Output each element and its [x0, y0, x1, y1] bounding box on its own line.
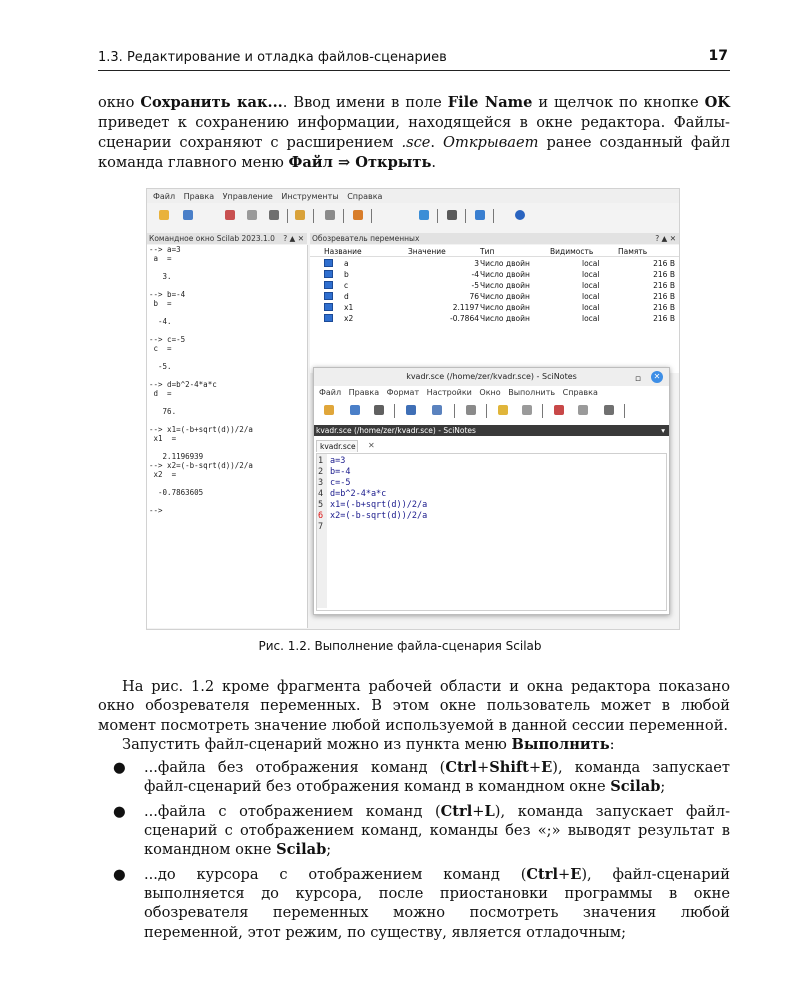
bullet-icon: ●	[113, 759, 126, 777]
var-memory: 216 B	[653, 281, 675, 290]
sn-menu-edit[interactable]: Правка	[348, 388, 380, 397]
open-file-icon[interactable]	[183, 210, 193, 220]
var-header-value[interactable]: Значение	[408, 247, 446, 256]
item-text: ...до курсора с отображением команд (	[144, 865, 527, 883]
var-name: c	[344, 281, 349, 290]
new-file-icon[interactable]	[324, 405, 334, 415]
scinotes-menubar	[314, 388, 669, 400]
toolbar-separator	[454, 404, 455, 418]
item-text: ;	[326, 841, 332, 859]
var-visibility: local	[582, 292, 600, 301]
var-memory: 216 B	[653, 303, 675, 312]
save-icon[interactable]	[406, 405, 416, 415]
change-directory-icon[interactable]	[295, 210, 305, 220]
matrix-icon	[324, 303, 333, 311]
shortcut-key: Shift	[489, 759, 529, 777]
var-value: -0.7864	[450, 314, 479, 323]
item-text: ), файл-сценарий выполняется до курсора, после приостановки программы в окне обозревателя переменных можно посмотреть значения любой переменной, этот режим, по существу, является отладочным;	[144, 865, 730, 941]
line-number: 3	[318, 478, 324, 488]
scinotes-path-bar	[314, 425, 669, 436]
console-line: -->	[149, 506, 163, 515]
line-number: 2	[318, 467, 324, 477]
var-row[interactable]	[310, 314, 679, 323]
bullet-icon: ●	[113, 865, 126, 883]
console-line: x2 =	[149, 470, 177, 479]
line-number: 5	[318, 500, 324, 510]
menu-control[interactable]: Управление	[222, 192, 273, 201]
var-header-visibility[interactable]: Видимость	[550, 247, 594, 256]
console-line: --> d=b^2-4*a*c	[149, 380, 217, 389]
xcos-icon[interactable]	[419, 210, 429, 220]
console-line	[147, 371, 307, 380]
console-line: 76.	[149, 407, 177, 416]
intro-text: .	[431, 154, 437, 171]
console-line: -4.	[149, 317, 172, 326]
var-value: -5	[471, 281, 479, 290]
line-number: 6	[318, 511, 324, 521]
intro-paragraph	[98, 93, 730, 173]
item-text: ...файла без отображения команд (	[144, 759, 446, 777]
var-value: -4	[471, 270, 479, 279]
console-line: --> x1=(-b+sqrt(d))/2/a	[149, 425, 253, 434]
matrix-icon	[324, 314, 333, 322]
minimize-icon[interactable]: ▫	[634, 374, 641, 384]
paragraph: На рис. 1.2 кроме фрагмента рабочей области и окна редактора показано окно обозревателя переменных. В этом окне пользователь может в любой момент посмотреть значение любой используемой в данной сессии переменной.	[98, 678, 730, 734]
console-controls[interactable]: ? ▲ ✕	[283, 234, 304, 243]
shortcut-key: Ctrl	[526, 865, 558, 883]
console-line: -0.7863605	[149, 488, 204, 497]
scilab-term: Scilab	[610, 778, 661, 796]
menu-tools[interactable]: Инструменты	[281, 192, 339, 201]
console-line	[147, 263, 307, 272]
toolbar-separator	[486, 404, 487, 418]
save-as-icon[interactable]	[432, 405, 442, 415]
toolbar-separator	[493, 209, 494, 223]
menu-file[interactable]: Файл	[153, 192, 176, 201]
shortcut-key: E	[541, 759, 553, 777]
console-line	[147, 353, 307, 362]
command-console[interactable]	[147, 245, 308, 628]
code-line: x2=(-b-sqrt(d))/2/a	[330, 511, 428, 521]
toolbar-separator	[437, 209, 438, 223]
toolbar-separator	[371, 209, 372, 223]
execute-menu-term: Выполнить	[511, 735, 610, 753]
var-visibility: local	[582, 303, 600, 312]
running-header	[98, 44, 730, 71]
console-line: 3.	[149, 272, 172, 281]
var-type: Число двойн	[480, 259, 530, 268]
paste-icon[interactable]	[604, 405, 614, 415]
preferences-icon[interactable]	[447, 210, 457, 220]
intro-text: окно	[98, 94, 141, 111]
copy-icon[interactable]	[247, 210, 257, 220]
var-name: b	[344, 270, 349, 279]
scinotes-title: kvadr.sce (/home/zer/kvadr.sce) - SciNotes	[406, 372, 577, 381]
scinotes-title-bar	[314, 368, 669, 386]
var-row[interactable]	[310, 303, 679, 312]
list-item	[98, 802, 730, 860]
tab-close-icon[interactable]: ✕	[368, 441, 375, 450]
print-icon[interactable]	[325, 210, 335, 220]
var-value: 3	[474, 259, 479, 268]
var-visibility: local	[582, 314, 600, 323]
console-line: --> x2=(-b-sqrt(d))/2/a	[149, 461, 253, 470]
new-file-icon[interactable]	[159, 210, 169, 220]
variable-browser	[310, 245, 679, 373]
console-title: Командное окно Scilab 2023.1.0	[149, 234, 275, 243]
intro-text: .	[430, 134, 444, 151]
line-number: 1	[318, 456, 324, 466]
section-title: 1.3. Редактирование и отладка файлов-сценариев	[98, 50, 447, 65]
sn-menu-execute[interactable]: Выполнить	[508, 388, 556, 397]
intro-text: и щелчок по кнопке	[532, 94, 705, 111]
undo-icon[interactable]	[498, 405, 508, 415]
console-line: a =	[149, 254, 172, 263]
var-type: Число двойн	[480, 314, 530, 323]
var-memory: 216 B	[653, 259, 675, 268]
sn-menu-file[interactable]: Файл	[319, 388, 342, 397]
console-line: b =	[149, 299, 172, 308]
scilab-toolbar	[147, 207, 679, 225]
paragraph-text: :	[609, 735, 615, 753]
console-line	[147, 326, 307, 335]
redo-icon[interactable]	[522, 405, 532, 415]
console-line: --> c=-5	[149, 335, 186, 344]
console-line	[147, 398, 307, 407]
console-title-bar	[147, 233, 307, 244]
ok-term: OK	[704, 94, 730, 111]
sn-menu-settings[interactable]: Настройки	[426, 388, 472, 397]
scinotes-toolbar	[314, 402, 669, 420]
toolbar-separator	[624, 404, 625, 418]
shortcut-key: L	[484, 802, 495, 820]
file-name-term: File Name	[447, 94, 533, 111]
toolbar-separator	[394, 404, 395, 418]
code-line: c=-5	[330, 478, 351, 488]
menu-edit[interactable]: Правка	[183, 192, 215, 201]
bullet-icon: ●	[113, 802, 126, 820]
console-line: -5.	[149, 362, 172, 371]
intro-text: ранее созданный файл команда главного меню	[98, 134, 730, 171]
var-header-name[interactable]: Название	[324, 247, 362, 256]
code-editor[interactable]	[316, 453, 667, 611]
cut-icon[interactable]	[225, 210, 235, 220]
item-text: +	[558, 865, 571, 883]
shortcut-key: Ctrl	[445, 759, 477, 777]
line-number: 4	[318, 489, 324, 499]
paragraph-text: Запустить файл-сценарий можно из пункта меню	[122, 735, 512, 753]
item-text: ...файла с отображением команд (	[144, 802, 441, 820]
console-line: 2.1196939	[149, 452, 204, 461]
var-visibility: local	[582, 281, 600, 290]
file-open-term: Файл ⇒ Открыть	[288, 154, 432, 171]
console-line: --> a=3	[149, 245, 181, 254]
matrix-icon	[324, 292, 333, 300]
page-number: 17	[708, 48, 728, 64]
console-line	[147, 308, 307, 317]
figure-caption: Рис. 1.2. Выполнение файла-сценария Scilab	[258, 639, 542, 653]
cut-icon[interactable]	[554, 405, 564, 415]
var-row[interactable]	[310, 259, 679, 268]
run-options-list	[98, 758, 730, 942]
code-line: x1=(-b+sqrt(d))/2/a	[330, 500, 428, 510]
var-memory: 216 B	[653, 314, 675, 323]
editor-tab[interactable]: kvadr.sce	[316, 440, 358, 452]
paragraph	[98, 735, 730, 754]
var-name: x2	[344, 314, 354, 323]
list-item	[98, 865, 730, 942]
console-line	[147, 281, 307, 290]
var-memory: 216 B	[653, 270, 675, 279]
copy-icon[interactable]	[578, 405, 588, 415]
item-text: ), команда запускает файл-сценарий с отображением команд, команды без «;» выводят результат в командном окне	[144, 802, 731, 859]
matrix-icon	[324, 270, 333, 278]
scilab-menubar	[147, 189, 679, 203]
var-header-memory[interactable]: Память	[618, 247, 648, 256]
console-line	[147, 479, 307, 488]
item-text: +	[472, 802, 485, 820]
var-memory: 216 B	[653, 292, 675, 301]
var-name: x1	[344, 303, 354, 312]
console-line	[147, 497, 307, 506]
toolbar-separator	[542, 404, 543, 418]
list-item	[98, 758, 730, 797]
sn-menu-format[interactable]: Формат	[386, 388, 420, 397]
var-type: Число двойн	[480, 303, 530, 312]
var-row[interactable]	[310, 292, 679, 301]
var-value: 2.1197	[452, 303, 479, 312]
var-header-type[interactable]: Тип	[480, 247, 495, 256]
save-as-term: Сохранить как...	[140, 94, 283, 111]
menu-help[interactable]: Справка	[347, 192, 383, 201]
code-line: d=b^2-4*a*c	[330, 489, 387, 499]
demos-icon[interactable]	[475, 210, 485, 220]
console-line	[147, 416, 307, 425]
open-recent-icon[interactable]	[374, 405, 384, 415]
item-text: +	[528, 759, 542, 777]
dropdown-icon[interactable]: ▾	[661, 426, 665, 435]
scilab-screenshot-figure	[146, 188, 680, 630]
var-browser-title-bar	[310, 233, 679, 244]
scinotes-window	[313, 367, 670, 615]
var-browser-controls[interactable]: ? ▲ ✕	[655, 234, 676, 243]
opens-term: Открывает	[443, 134, 539, 151]
var-row[interactable]	[310, 281, 679, 290]
item-text: ;	[660, 778, 666, 796]
item-text: +	[476, 759, 490, 777]
var-type: Число двойн	[480, 270, 530, 279]
var-name: a	[344, 259, 349, 268]
scinotes-icon[interactable]	[353, 210, 363, 220]
sce-extension: .sce	[401, 134, 431, 151]
code-line: a=3	[330, 456, 346, 466]
toolbar-separator	[313, 209, 314, 223]
var-visibility: local	[582, 259, 600, 268]
console-line: d =	[149, 389, 172, 398]
var-type: Число двойн	[480, 292, 530, 301]
close-icon[interactable]: ✕	[651, 371, 663, 383]
intro-text: приведет к сохранению информации, находящейся в окне редактора. Файлы-сценарии сохраняют с расширением	[98, 114, 730, 151]
var-header-row	[310, 247, 679, 257]
console-line: x1 =	[149, 434, 177, 443]
open-file-icon[interactable]	[350, 405, 360, 415]
toolbar-separator	[343, 209, 344, 223]
scilab-term: Scilab	[276, 841, 327, 859]
var-name: d	[344, 292, 349, 301]
var-type: Число двойн	[480, 281, 530, 290]
var-visibility: local	[582, 270, 600, 279]
toolbar-separator	[287, 209, 288, 223]
intro-text: . Ввод имени в поле	[282, 94, 448, 111]
matrix-icon	[324, 281, 333, 289]
shortcut-key: Ctrl	[440, 802, 473, 820]
sn-menu-help[interactable]: Справка	[562, 388, 598, 397]
shortcut-key: E	[570, 865, 582, 883]
var-row[interactable]	[310, 270, 679, 279]
body-text	[98, 677, 730, 947]
var-browser-title: Обозреватель переменных	[312, 234, 420, 243]
console-line: c =	[149, 344, 172, 353]
toolbar-separator	[465, 209, 466, 223]
var-value: 76	[469, 292, 479, 301]
item-text: ), команда запускает файл-сценарий без отображения команд в командном окне	[144, 759, 730, 796]
file-path: kvadr.sce (/home/zer/kvadr.sce) - SciNotes	[316, 426, 476, 435]
code-line: b=-4	[330, 467, 351, 477]
print-icon[interactable]	[466, 405, 476, 415]
help-icon[interactable]	[515, 210, 525, 220]
paste-icon[interactable]	[269, 210, 279, 220]
matrix-icon	[324, 259, 333, 267]
console-line	[147, 443, 307, 452]
console-line: --> b=-4	[149, 290, 186, 299]
sn-menu-window[interactable]: Окно	[479, 388, 501, 397]
line-number: 7	[318, 522, 324, 532]
